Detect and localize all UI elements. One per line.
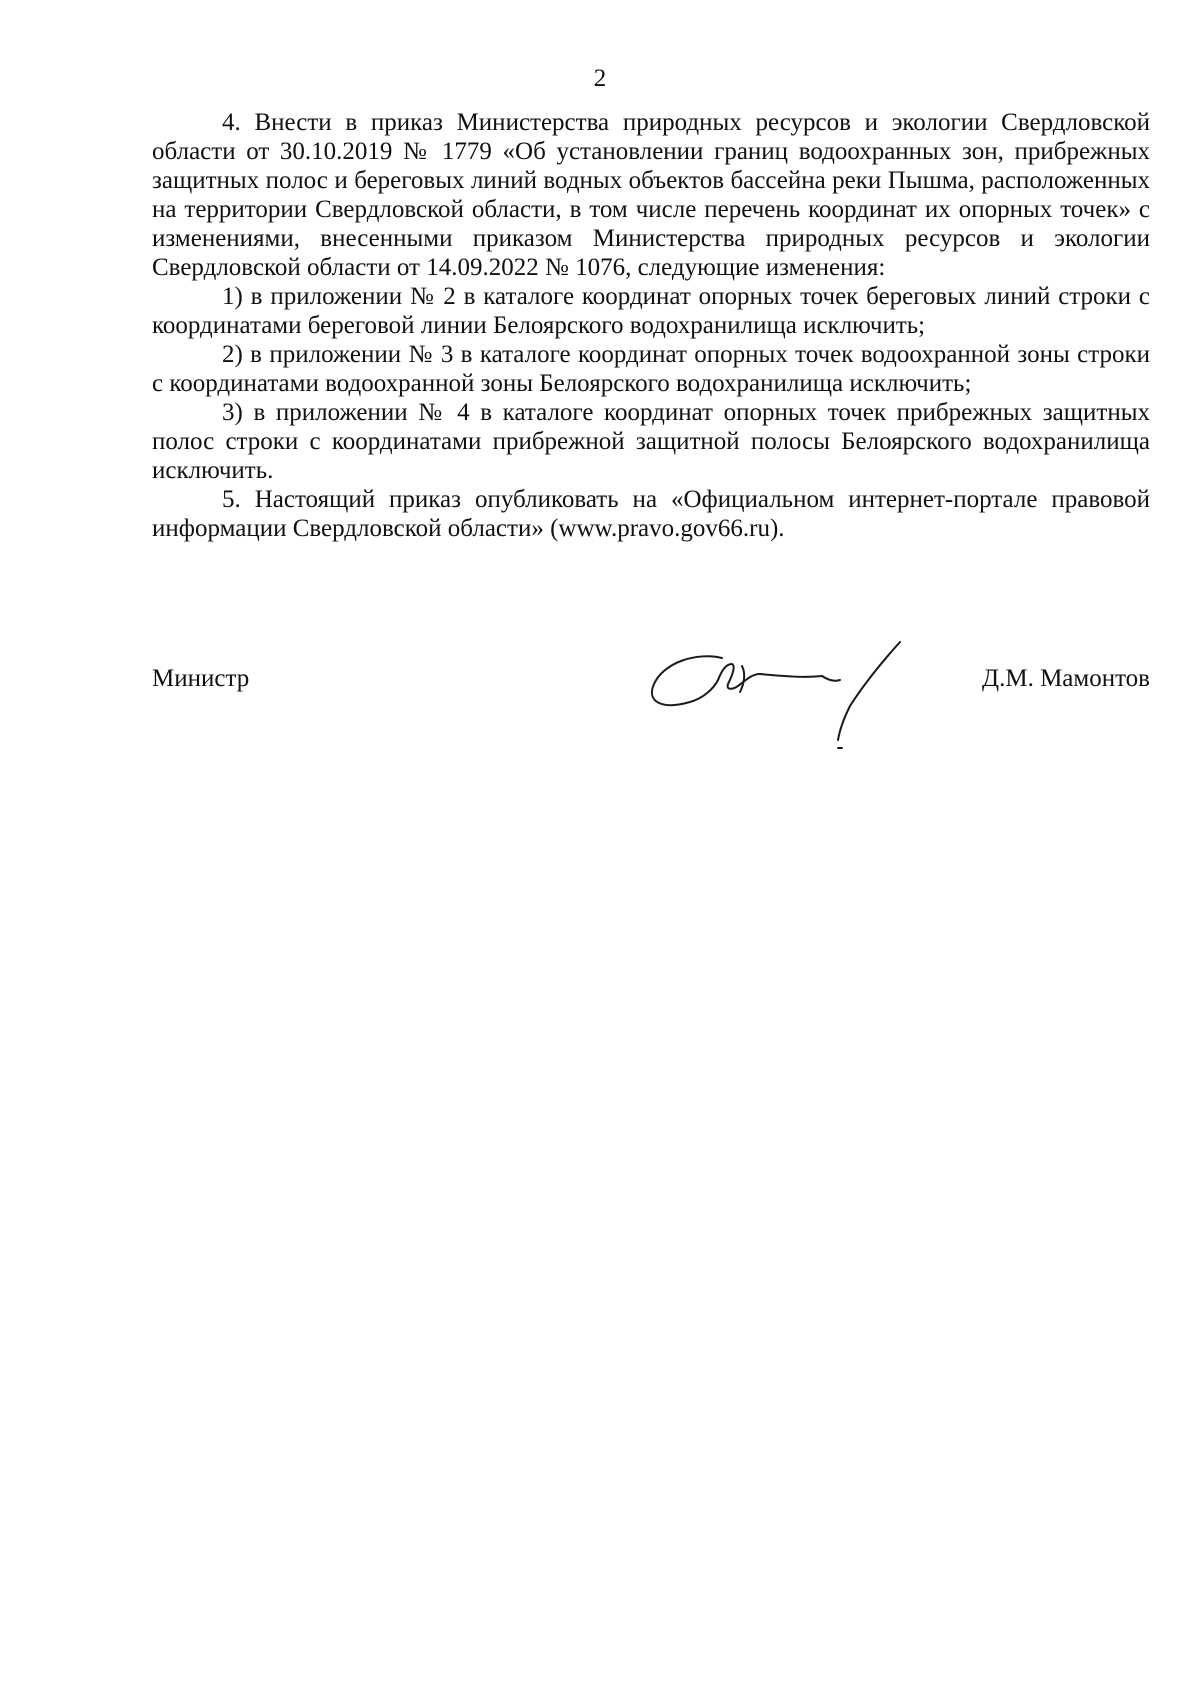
handwritten-signature-icon [642,640,912,750]
signer-position: Министр [152,665,250,692]
paragraph-subitem-3: 3) в приложении № 4 в каталоге координат опорных точек прибрежных защитных полос строки с координатами прибрежной защитной полосы Белоярского водохранилища исключить. [152,399,1150,484]
page-number: 2 [593,65,607,92]
paragraph-subitem-2: 2) в приложении № 3 в каталоге координат опорных точек водоохранной зоны строки с координатами водоохранной зоны Белоярского водохранилища исключить; [152,341,1150,397]
document-body [152,108,1150,543]
signer-name: Д.М. Мамонтов [982,665,1150,692]
paragraph-item-5: 5. Настоящий приказ опубликовать на «Официальном интернет-портале правовой информации Свердловской области» (www.pravo.gov66.ru). [152,486,1150,542]
signature-block [152,640,1150,750]
paragraph-subitem-1: 1) в приложении № 2 в каталоге координат опорных точек береговых линий строки с координатами береговой линии Белоярского водохранилища исключить; [152,283,1150,339]
paragraph-item-4: 4. Внести в приказ Министерства природных ресурсов и экологии Свердловской области от 30.10.2019 № 1779 «Об установлении границ водоохранных зон, прибрежных защитных полос и береговых линий водных объектов бассейна реки Пышма, расположенных на территории Свердловской области, в том числе перечень координат их опорных точек» с изменениями, внесенными приказом Министерства природных ресурсов и экологии Свердловской области от 14.09.2022 № 1076, следующие изменения: [152,109,1150,281]
